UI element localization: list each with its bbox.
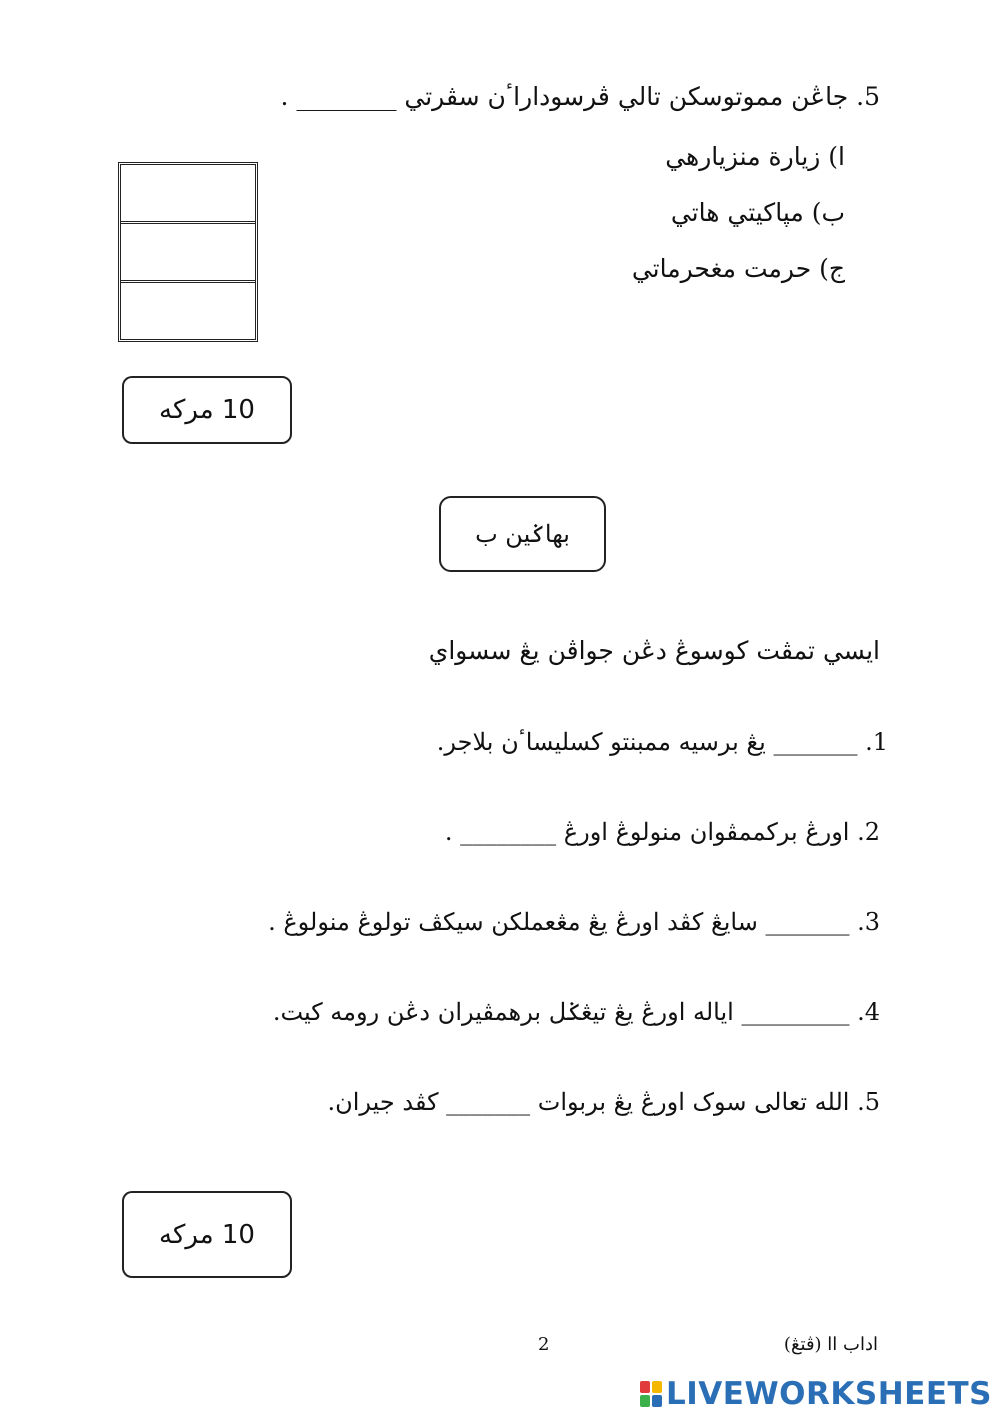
fill-item-1: 1. _______ يڠ برسيه ممبنتو کسليساٴن بلاجر. — [436, 728, 888, 756]
option-b: ب) مپاکيتي هاتي — [670, 198, 845, 227]
instruction: ايسي تمڤت کوسوڠ دڠن جواڤن يڠ سسواي — [428, 636, 880, 665]
answer-slot-b[interactable] — [121, 224, 255, 283]
option-c: ج) حرمت مغحرماتي — [631, 254, 845, 283]
question-5-prompt: 5. جاڠن مموتوسکن تالي ڤرسوداراٴن سڤرتي ________ . — [280, 82, 880, 111]
liveworksheets-logo — [640, 1376, 992, 1412]
page-number: 2 — [538, 1334, 550, 1355]
logo-grid-icon — [640, 1381, 662, 1407]
fill-item-3: 3. _______ سايڠ کڤد اورڠ يڠ مڠعملکن سيکڤ تولوڠ منولوڠ . — [268, 908, 880, 936]
brand-name: LIVEWORKSHEETS — [666, 1376, 992, 1412]
marks-box-bottom: 10 مرکه — [122, 1191, 292, 1278]
option-a: ا) زيارة منزيارهي — [665, 142, 845, 171]
fill-item-4: 4. _________ اياله اورڠ يڠ تيڠݢل برهمڤيران دڠن رومه کيت. — [272, 998, 880, 1026]
section-title: بهاݢين ب — [439, 496, 606, 572]
answer-boxes — [118, 162, 258, 342]
footer-subject: اداب اا (ڤتڠ) — [783, 1334, 878, 1355]
marks-box-top: 10 مرکه — [122, 376, 292, 444]
fill-item-2: 2. اورڠ برکممڤوان منولوڠ اورڠ ________ . — [444, 818, 880, 846]
answer-slot-c[interactable] — [121, 283, 255, 339]
fill-item-5: 5. الله تعالى سوک اورڠ يڠ بربوات _______ کڤد جيران. — [327, 1088, 880, 1116]
answer-slot-a[interactable] — [121, 165, 255, 224]
